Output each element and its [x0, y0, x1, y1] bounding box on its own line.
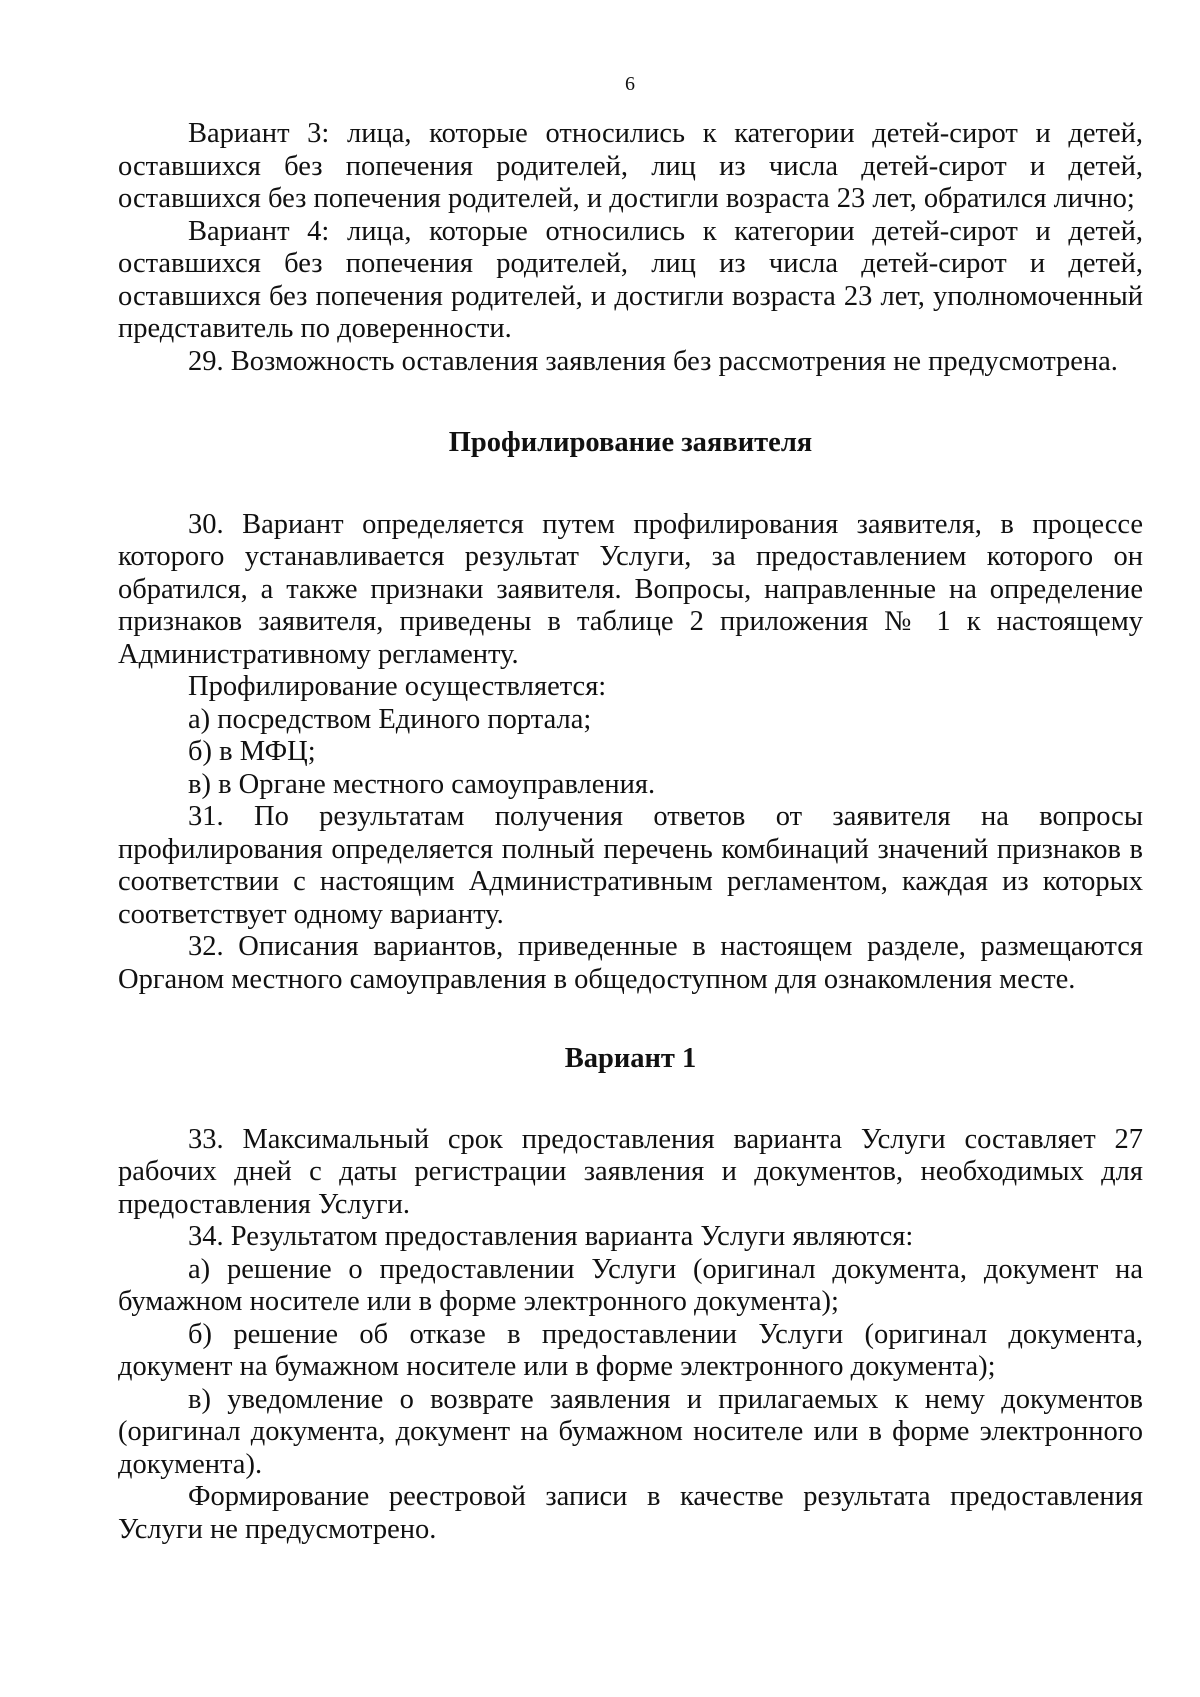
paragraph-32: 32. Описания вариантов, приведенные в настоящем разделе, размещаются Органом местного самоуправления в общедоступном для ознакомления месте.: [118, 931, 1143, 995]
paragraph-29: 29. Возможность оставления заявления без рассмотрения не предусмотрена.: [188, 345, 1118, 377]
paragraph-variant-4: Вариант 4: лица, которые относились к категории детей-сирот и детей, оставшихся без попечения родителей, лиц из числа детей-сирот и детей, оставшихся без попечения родителей, и достигли возраста 23 лет, уполномоченный представитель по доверенности.: [118, 215, 1143, 344]
document-body: [118, 118, 1143, 1546]
page-number: 6: [625, 73, 635, 95]
section-heading-profile: Профилирование заявителя: [448, 427, 813, 458]
list-item-a: а) посредством Единого портала;: [188, 703, 592, 735]
paragraph-31: 31. По результатам получения ответов от заявителя на вопросы профилирования определяется полный перечень комбинаций значений признаков в соответствии с настоящим Административным регламентом, каждая из которых соответствует одному варианту.: [118, 801, 1143, 930]
paragraph-variant-3: Вариант 3: лица, которые относились к категории детей-сирот и детей, оставшихся без попечения родителей, лиц из числа детей-сирот и детей, оставшихся без попечения родителей, и достигли возраста 23 лет, обратился лично;: [118, 118, 1143, 214]
result-item-a: а) решение о предоставлении Услуги (оригинал документа, документ на бумажном носителе или в форме электронного документа);: [118, 1253, 1143, 1317]
result-item-v: в) уведомление о возврате заявления и прилагаемых к нему документов (оригинал документа, документ на бумажном носителе или в форме электронного документа).: [118, 1383, 1143, 1480]
paragraph-33: 33. Максимальный срок предоставления варианта Услуги составляет 27 рабочих дней с даты регистрации заявления и документов, необходимых для предоставления Услуги.: [118, 1123, 1143, 1220]
paragraph-registry-record: Формирование реестровой записи в качестве результата предоставления Услуги не предусмотрено.: [118, 1481, 1143, 1545]
paragraph-34: 34. Результатом предоставления варианта Услуги являются:: [188, 1221, 914, 1252]
paragraph-profiling-intro: Профилирование осуществляется:: [188, 671, 607, 702]
list-item-v: в) в Органе местного самоуправления.: [188, 768, 656, 800]
result-item-b: б) решение об отказе в предоставлении Услуги (оригинал документа, документ на бумажном носителе или в форме электронного документа);: [118, 1318, 1143, 1382]
section-heading-variant-1: Вариант 1: [564, 1043, 697, 1074]
paragraph-30: 30. Вариант определяется путем профилирования заявителя, в процессе которого устанавливается результат Услуги, за предоставлением которого он обратился, а также признаки заявителя. Вопросы, направленные на определение признаков заявителя, приведены в таблице 2 приложения № 1 к настоящему Административному регламенту.: [118, 508, 1143, 670]
list-item-b: б) в МФЦ;: [188, 736, 316, 767]
